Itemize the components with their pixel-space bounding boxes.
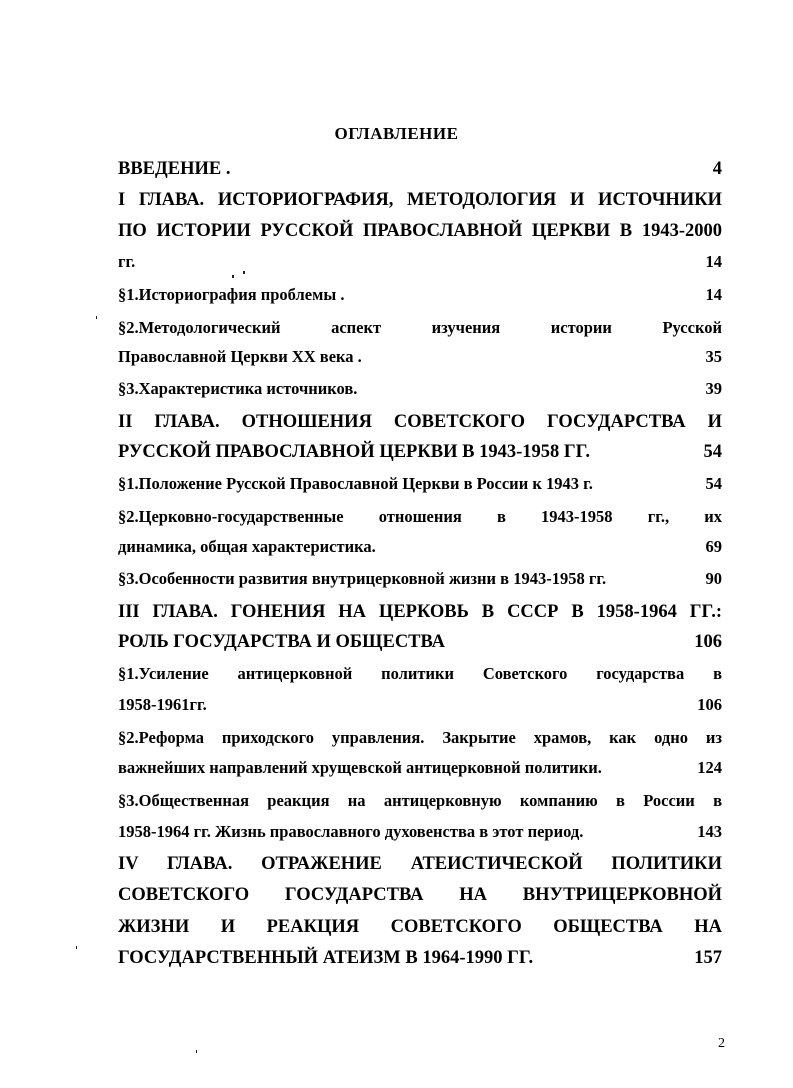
scan-speck [243,271,245,274]
toc-page-number: 157 [694,948,722,968]
toc-section-line: §2.Методологический аспект изучения истории Русской [118,318,722,337]
page-number: 2 [718,1036,725,1051]
toc-section-line: §3.Общественная реакция на антицерковную компанию в России в [118,791,722,810]
toc-section-line [118,567,722,591]
toc-chapter-line: СОВЕТСКОГО ГОСУДАРСТВА НА ВНУТРИЦЕРКОВНОЙ [118,885,722,905]
toc-entry-text: гг. [118,252,136,271]
toc-page-number: 54 [703,442,722,462]
toc-page-number: 69 [705,537,722,556]
toc-section-line [118,377,722,401]
toc-entry-text: §3.Характеристика источников. [118,379,358,398]
toc-entry-text: §1.Историография проблемы . [118,285,345,304]
toc-entry-text: 1958-1964 гг. Жизнь православного духовенства в этот период. [118,822,584,841]
toc-entry-text: ВВЕДЕНИЕ . [118,159,231,179]
toc-section-line [118,820,722,844]
toc-section-line: §2.Реформа приходского управления. Закрытие храмов, как одно из [118,728,722,747]
toc-page-number: 90 [705,569,722,588]
toc-chapter-line: I ГЛАВА. ИСТОРИОГРАФИЯ, МЕТОДОЛОГИЯ И ИСТОЧНИКИ [118,190,722,210]
toc-entry-text: §1.Положение Русской Православной Церкви в России к 1943 г. [118,474,593,493]
toc-page-number: 14 [705,252,722,271]
scan-speck [76,946,77,949]
toc-chapter-line: II ГЛАВА. ОТНОШЕНИЯ СОВЕТСКОГО ГОСУДАРСТВА И [118,412,722,432]
toc-section-line: §1.Усиление антицерковной политики Советского государства в [118,664,722,683]
toc-entry-text: динамика, общая характеристика. [118,537,376,556]
toc-section-line [118,283,722,307]
scan-speck [96,316,97,319]
toc-entry-text: важнейших направлений хрущевской антицерковной политики. [118,758,602,777]
toc-entry-text: РОЛЬ ГОСУДАРСТВА И ОБЩЕСТВА [118,632,446,652]
toc-chapter-line: ПО ИСТОРИИ РУССКОЙ ПРАВОСЛАВНОЙ ЦЕРКВИ В 1943-2000 [118,221,722,241]
toc-section-line [118,535,722,559]
toc-section-line [118,472,722,496]
toc-entry-text: Православной Церкви XX века . [118,347,362,366]
toc-chapter-line: ЖИЗНИ И РЕАКЦИЯ СОВЕТСКОГО ОБЩЕСТВА НА [118,917,722,937]
toc-section-line [118,756,722,780]
toc-section-line [118,693,722,717]
toc-chapter-line [118,440,722,464]
toc-chapter-line [118,157,722,181]
toc-section-line: §2.Церковно-государственные отношения в 1943-1958 гг., их [118,507,722,526]
toc-page-number: 124 [697,758,722,777]
toc-page-number: 106 [697,695,722,714]
toc-chapter-line: IV ГЛАВА. ОТРАЖЕНИЕ АТЕИСТИЧЕСКОЙ ПОЛИТИКИ [118,854,722,874]
scan-speck [232,275,234,278]
toc-page-number: 39 [705,379,722,398]
toc-chapter-line [118,946,722,970]
toc-page-number: 14 [705,285,722,304]
toc-page-number: 35 [705,347,722,366]
toc-chapter-line [118,630,722,654]
toc-entry-text: ГОСУДАРСТВЕННЫЙ АТЕИЗМ В 1964-1990 ГГ. [118,948,534,968]
scan-speck [196,1050,197,1053]
page-title: ОГЛАВЛЕНИЕ [334,124,459,143]
toc-chapter-line: III ГЛАВА. ГОНЕНИЯ НА ЦЕРКОВЬ В СССР В 1958-1964 ГГ.: [118,602,722,622]
toc-page-number: 106 [694,632,722,652]
toc-page-number: 143 [697,822,722,841]
toc-page-number: 4 [712,159,722,179]
toc-page-number: 54 [705,474,722,493]
toc-entry-text: РУССКОЙ ПРАВОСЛАВНОЙ ЦЕРКВИ В 1943-1958 ГГ. [118,442,590,462]
toc-entry-text: 1958-1961гг. [118,695,207,714]
toc-section-line [118,250,722,274]
toc-entry-text: §3.Особенности развития внутрицерковной жизни в 1943-1958 гг. [118,569,607,588]
toc-section-line [118,345,722,369]
